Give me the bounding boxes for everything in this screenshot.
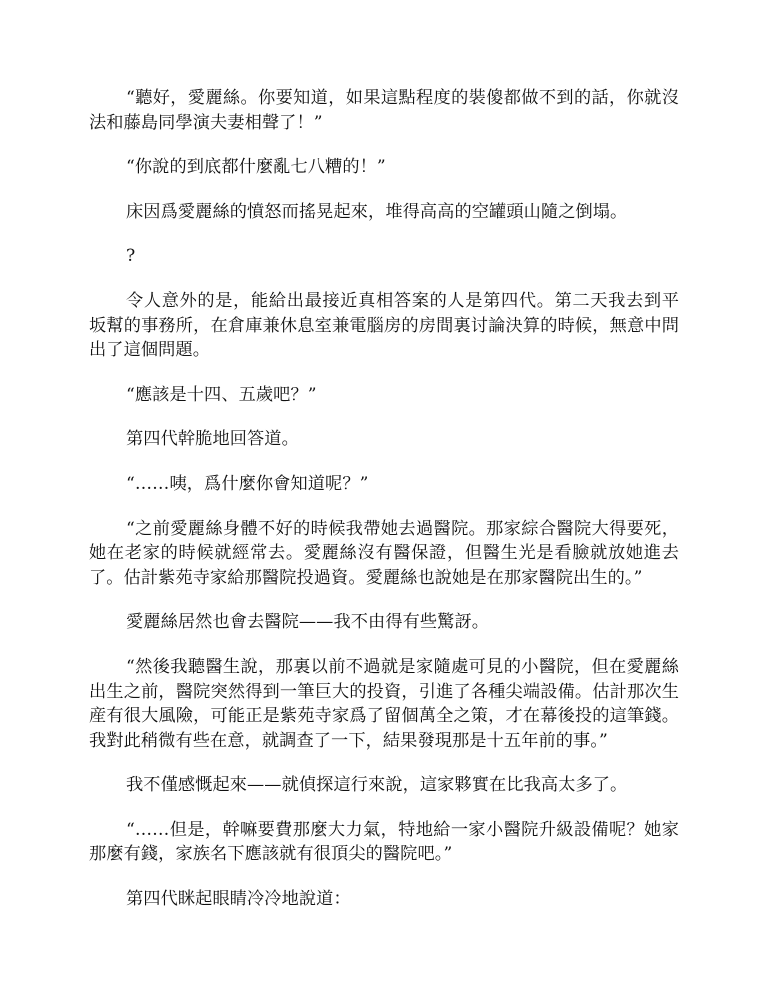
section-separator: ? (126, 246, 136, 267)
paragraph: “應該是十四、五歲吧？” (126, 384, 317, 405)
paragraph: 第四代眯起眼睛冷冷地說道： (126, 889, 351, 910)
paragraph: 第四代幹脆地回答道。 (126, 429, 299, 450)
paragraph: “……咦，爲什麼你會知道呢？” (126, 473, 369, 494)
paragraph: “然後我聽醫生說，那裏以前不過就是家隨處可見的小醫院，但在愛麗絲出生之前，醫院突然得到一筆巨大的投資，引進了各種尖端設備。估計那次生産有很大風險，可能正是紫苑寺家爲了留個萬全之策，才在幕後投的這筆錢。我對此稍微有些在意，就調查了一下，結果發現那是十五年前的事。” (89, 656, 679, 751)
paragraph: “聽好，愛麗絲。你要知道，如果這點程度的裝傻都做不到的話，你就沒法和藤島同學演夫妻相聲了！” (89, 88, 679, 133)
paragraph: 令人意外的是，能給出最接近真相答案的人是第四代。第二天我去到平坂幫的事務所，在倉庫兼休息室兼電腦房的房間裏讨論決算的時候，無意中問出了這個問題。 (89, 290, 679, 361)
paragraph: 愛麗絲居然也會去醫院——我不由得有些驚訝。 (126, 612, 490, 633)
paragraph: 床因爲愛麗絲的憤怒而搖晃起來，堆得高高的空罐頭山隨之倒塌。 (126, 201, 628, 222)
paragraph: 我不僅感慨起來——就偵探這行來說，這家夥實在比我高太多了。 (126, 775, 628, 796)
paragraph: “……但是，幹嘛要費那麼大力氣，特地給一家小醫院升級設備呢？她家那麼有錢，家族名下應該就有很頂尖的醫院吧。” (89, 819, 679, 865)
paragraph: “你說的到底都什麼亂七八糟的！” (126, 157, 386, 178)
paragraph: “之前愛麗絲身體不好的時候我帶她去過醫院。那家綜合醫院大得要死，她在老家的時候就經常去。愛麗絲沒有醫保證，但醫生光是看臉就放她進去了。估計紫苑寺家給那醫院投過資。愛麗絲也說她是在那家醫院出生的。” (89, 518, 679, 588)
document-page (89, 86, 679, 932)
